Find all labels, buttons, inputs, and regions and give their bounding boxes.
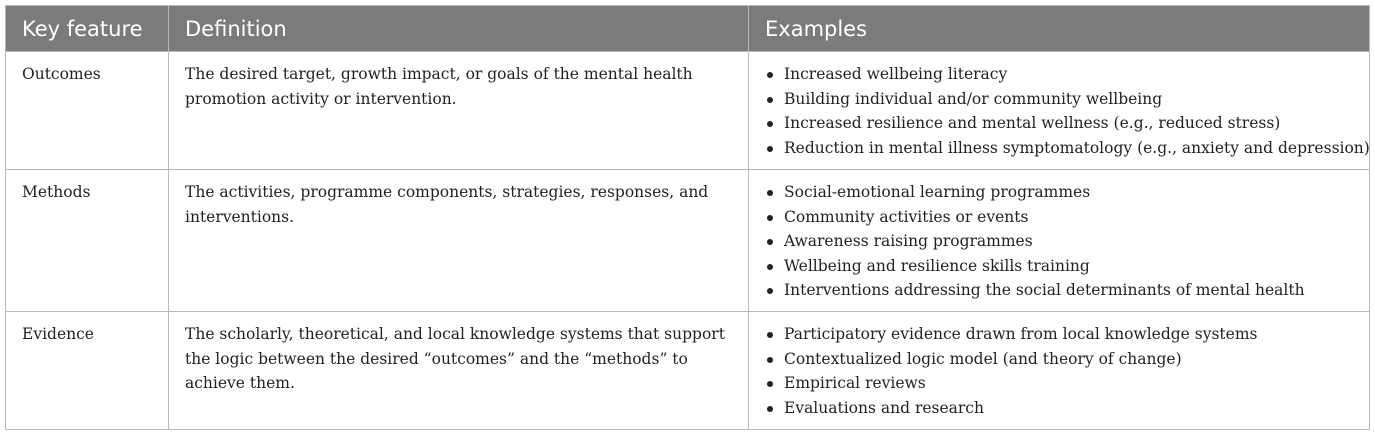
list-item: Increased resilience and mental wellness (e.g., reduced stress) [765,111,1353,136]
list-item: Social-emotional learning programmes [765,180,1353,205]
key-feature-cell: Methods [6,170,169,312]
examples-cell [749,312,1370,430]
list-item: Reduction in mental illness symptomatology (e.g., anxiety and depression) [765,136,1353,161]
list-item: Empirical reviews [765,371,1353,396]
table-row [6,170,1370,312]
list-item: Community activities or events [765,205,1353,230]
examples-cell [749,52,1370,170]
table-row [6,312,1370,430]
table-row [6,52,1370,170]
definition-cell: The activities, programme components, strategies, responses, and interventions. [169,170,749,312]
header-examples: Examples [749,6,1370,52]
examples-list [765,62,1370,160]
examples-list [765,180,1353,303]
table-header-row [6,6,1370,52]
list-item: Participatory evidence drawn from local knowledge systems [765,322,1353,347]
key-feature-cell: Outcomes [6,52,169,170]
definition-cell: The scholarly, theoretical, and local knowledge systems that support the logic between the desired “outcomes” and the “methods” to achieve them. [169,312,749,430]
key-features-table [5,5,1370,430]
header-definition: Definition [169,6,749,52]
list-item: Awareness raising programmes [765,229,1353,254]
header-key-feature: Key feature [6,6,169,52]
definition-cell: The desired target, growth impact, or goals of the mental health promotion activity or intervention. [169,52,749,170]
list-item: Contextualized logic model (and theory of change) [765,347,1353,372]
list-item: Increased wellbeing literacy [765,62,1353,87]
list-item: Building individual and/or community wellbeing [765,87,1353,112]
examples-cell [749,170,1370,312]
list-item: Interventions addressing the social determinants of mental health [765,278,1353,303]
key-feature-cell: Evidence [6,312,169,430]
list-item: Wellbeing and resilience skills training [765,254,1353,279]
list-item: Evaluations and research [765,396,1353,421]
examples-list [765,322,1353,420]
